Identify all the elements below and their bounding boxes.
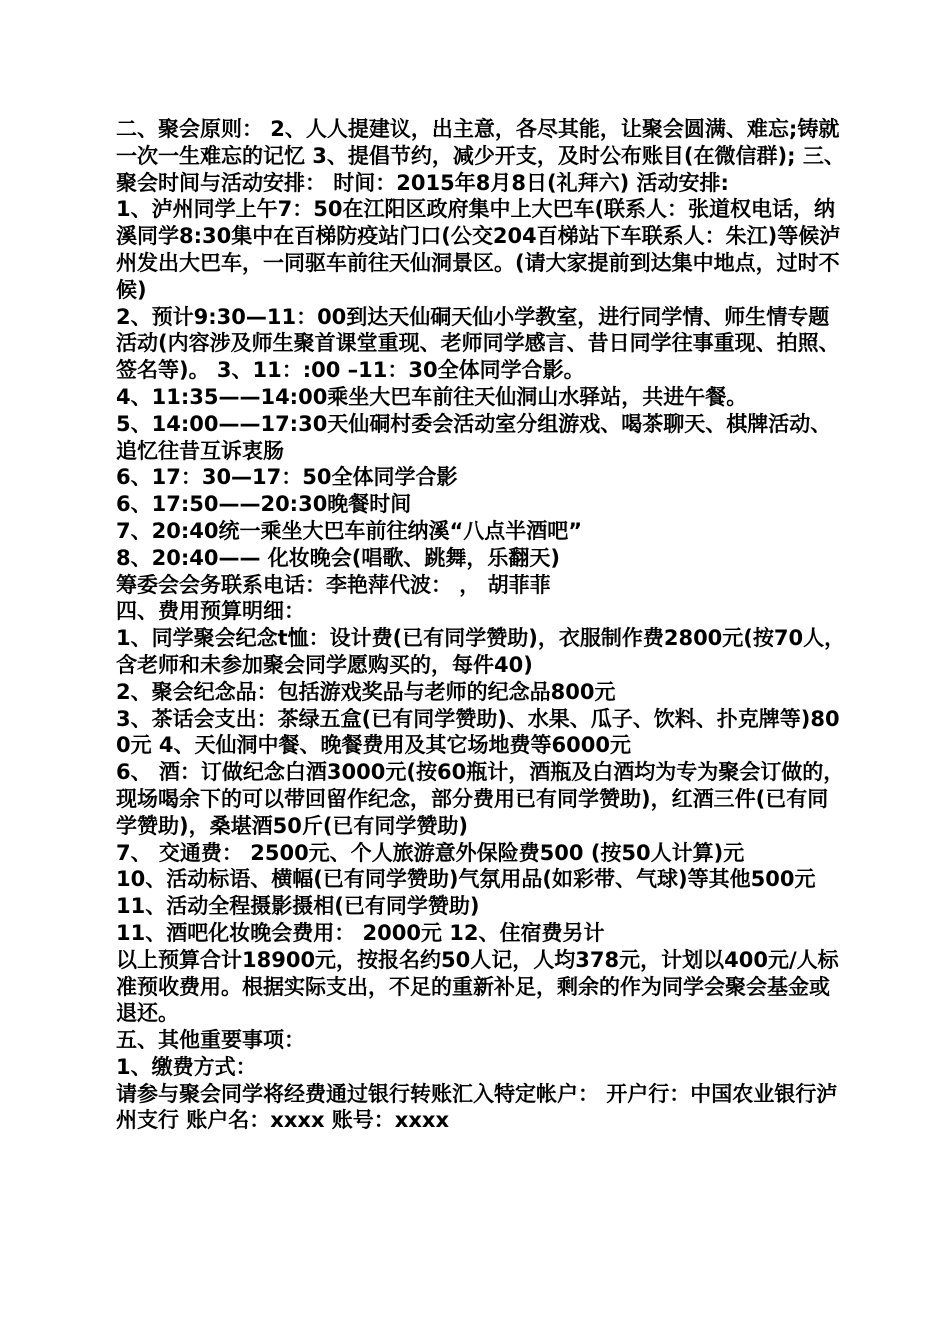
paragraph-payment-method: 1、缴费方式： <box>116 1054 257 1079</box>
paragraph-budget-tea-meals: 3、茶话会支出：茶绿五盒(已有同学赞助)、水果、瓜子、饮料、扑克牌等)800元 4、天仙洞中餐、晚餐费用及其它场地费等6000元 <box>116 706 840 758</box>
paragraph-meeting-principles: 二、聚会原则： 2、人人提建议，出主意，各尽其能，让聚会圆满、难忘;铸就一次一生难忘的记忆 3、提倡节约，减少开支，及时公布账目(在微信群); 三、聚会时间与活动安排： 时间：2015年8月8日(礼拜六) 活动安排: <box>116 117 845 195</box>
section-heading-other-matters: 五、其他重要事项： <box>116 1028 305 1053</box>
paragraph-schedule-8: 8、20:40—— 化妆晚会(唱歌、跳舞，乐翻天) <box>116 545 560 570</box>
paragraph-budget-banners: 10、活动标语、横幅(已有同学赞助)气氛用品(如彩带、气球)等其他500元 <box>116 867 816 892</box>
paragraph-schedule-5: 5、14:00——17:30天仙硐村委会活动室分组游戏、喝茶聊天、棋牌活动、追忆往昔互诉衷肠 <box>116 411 832 463</box>
paragraph-budget-total: 以上预算合计18900元，按报名约50人记，人均378元，计划以400元/人标准预收费用。根据实际支出，不足的重新补足，剩余的作为同学会聚会基金或退还。 <box>116 947 839 1026</box>
paragraph-budget-tshirt: 1、同学聚会纪念t恤：设计费(已有同学赞助)，衣服制作费2800元(按70人，含老师和未参加聚会同学愿购买的，每件40) <box>116 626 846 677</box>
paragraph-budget-wine: 6、 酒：订做纪念白酒3000元(按60瓶计，酒瓶及白酒均为专为聚会订做的，现场喝余下的可以带回留作纪念，部分费用已有同学赞助)，红酒三件(已有同学赞助)，桑堪酒50斤(已有同学赞助) <box>116 760 845 838</box>
paragraph-schedule-7: 7、20:40统一乘坐大巴车前往纳溪“八点半酒吧” <box>116 518 583 543</box>
paragraph-budget-bar-party: 11、酒吧化妆晚会费用： 2000元 12、住宿费另计 <box>116 920 605 945</box>
paragraph-schedule-6b: 6、17:50——20:30晚餐时间 <box>116 492 412 517</box>
paragraph-budget-photography: 11、活动全程摄影摄相(已有同学赞助) <box>116 894 480 919</box>
paragraph-schedule-2: 2、预计9:30—11：00到达天仙硐天仙小学教室，进行同学情、师生情专题活动(内容涉及师生聚首课堂重现、老师同学感言、昔日同学往事重现、拍照、签名等)。 3、11：:00 –11：30全体同学合影。 <box>116 304 840 383</box>
paragraph-schedule-4: 4、11:35——14:00乘坐大巴车前往天仙洞山水驿站，共进午餐。 <box>116 384 748 409</box>
document-body <box>116 116 846 1134</box>
section-heading-budget: 四、费用预算明细： <box>116 599 305 624</box>
paragraph-bank-account: 请参与聚会同学将经费通过银行转账汇入特定帐户： 开户行：中国农业银行泸州支行 账户名：xxxx 账号：xxxx <box>116 1081 838 1133</box>
paragraph-contact-phone: 筹委会会务联系电话：李艳萍代波： ， 胡菲菲 <box>116 572 551 597</box>
paragraph-budget-souvenir: 2、聚会纪念品：包括游戏奖品与老师的纪念品800元 <box>116 679 616 704</box>
paragraph-schedule-1: 1、泸州同学上午7：50在江阳区政府集中上大巴车(联系人：张道权电话，纳溪同学8:30集中在百梯防疫站门口(公交204百梯站下车联系人：朱江)等候泸州发出大巴车，一同驱车前往天仙洞景区。(请大家提前到达集中地点，过时不候) <box>116 197 841 302</box>
paragraph-schedule-6a: 6、17：30—17：50全体同学合影 <box>116 465 458 490</box>
paragraph-budget-transport: 7、 交通费： 2500元、个人旅游意外保险费500 (按50人计算)元 <box>116 840 745 865</box>
